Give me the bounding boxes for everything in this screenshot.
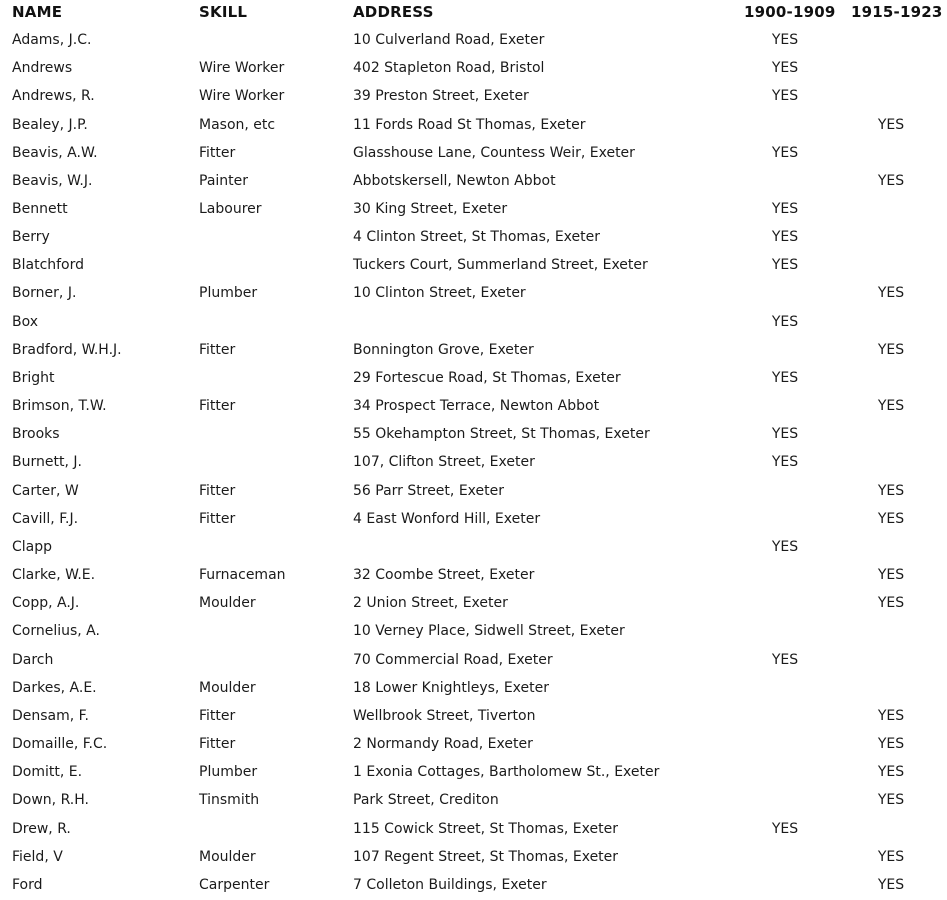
cell-period-1915-1923: YES — [877, 707, 905, 724]
table-row — [0, 393, 947, 421]
cell-period-1915-1923: YES — [877, 341, 905, 358]
cell-skill: Fitter — [199, 398, 236, 415]
header-skill: SKILL — [199, 3, 248, 21]
cell-period-1900-1909: YES — [771, 88, 799, 105]
cell-address: 32 Coombe Street, Exeter — [353, 567, 535, 583]
table-row — [0, 647, 947, 675]
cell-name: Adams, J.C. — [12, 32, 92, 48]
cell-address: Glasshouse Lane, Countess Weir, Exeter — [353, 144, 635, 161]
cell-address: 30 King Street, Exeter — [353, 201, 508, 217]
cell-name: Bennett — [12, 201, 68, 217]
table-row — [0, 83, 947, 111]
cell-address: 39 Preston Street, Exeter — [353, 88, 529, 105]
cell-name: Clarke, W.E. — [12, 567, 96, 583]
table-row — [0, 449, 947, 477]
cell-address: 4 Clinton Street, St Thomas, Exeter — [353, 229, 601, 246]
cell-address: 2 Union Street, Exeter — [353, 595, 508, 612]
table-row — [0, 703, 947, 731]
cell-name: Darch — [12, 651, 54, 668]
header-period-1900-1909: 1900-1909 — [744, 3, 836, 21]
header-address: ADDRESS — [353, 3, 434, 21]
cell-period-1900-1909: YES — [771, 651, 799, 668]
cell-address: 107 Regent Street, St Thomas, Exeter — [353, 848, 619, 865]
cell-name: Bradford, W.H.J. — [12, 341, 122, 358]
cell-name: Box — [12, 313, 39, 330]
cell-skill: Fitter — [199, 736, 236, 752]
cell-name: Down, R.H. — [12, 792, 89, 809]
cell-skill: Moulder — [199, 595, 256, 612]
cell-name: Drew, R. — [12, 820, 71, 837]
table-row — [0, 731, 947, 759]
table-row — [0, 562, 947, 590]
cell-skill: Painter — [199, 172, 249, 189]
cell-period-1915-1923: YES — [877, 736, 905, 752]
cell-skill: Fitter — [199, 144, 236, 161]
cell-name: Ford — [12, 876, 43, 893]
cell-name: Domitt, E. — [12, 764, 83, 781]
table-row — [0, 787, 947, 815]
table-row — [0, 280, 947, 308]
table-row — [0, 816, 947, 844]
table-row — [0, 590, 947, 618]
table-row — [0, 55, 947, 83]
cell-address: 115 Cowick Street, St Thomas, Exeter — [353, 820, 618, 837]
cell-name: Andrews, R. — [12, 88, 95, 105]
table-row — [0, 365, 947, 393]
table-row — [0, 675, 947, 703]
header-name: NAME — [12, 3, 63, 21]
cell-name: Andrews — [12, 60, 73, 77]
cell-address: 34 Prospect Terrace, Newton Abbot — [353, 398, 600, 415]
cell-period-1900-1909: YES — [771, 820, 799, 837]
cell-period-1900-1909: YES — [771, 426, 799, 443]
cell-period-1900-1909: YES — [771, 454, 799, 471]
cell-name: Copp, A.J. — [12, 595, 80, 612]
table-row — [0, 309, 947, 337]
cell-skill: Plumber — [199, 285, 258, 302]
cell-skill: Fitter — [199, 707, 236, 724]
cell-period-1900-1909: YES — [771, 201, 799, 217]
cell-name: Bright — [12, 369, 55, 386]
cell-address: 56 Parr Street, Exeter — [353, 482, 504, 499]
table-row — [0, 168, 947, 196]
table-row — [0, 478, 947, 506]
cell-address: 402 Stapleton Road, Bristol — [353, 60, 545, 77]
cell-period-1915-1923: YES — [877, 792, 905, 809]
cell-skill: Tinsmith — [199, 792, 260, 809]
header-period-1915-1923: 1915-1923 — [851, 3, 943, 21]
table-row — [0, 844, 947, 872]
cell-address: 10 Culverland Road, Exeter — [353, 32, 545, 48]
cell-address: Wellbrook Street, Tiverton — [353, 707, 536, 724]
table-row — [0, 618, 947, 646]
cell-period-1900-1909: YES — [771, 369, 799, 386]
cell-period-1900-1909: YES — [771, 32, 799, 48]
cell-address: Abbotskersell, Newton Abbot — [353, 172, 556, 189]
cell-name: Cavill, F.J. — [12, 510, 79, 527]
cell-name: Burnett, J. — [12, 454, 82, 471]
cell-name: Bealey, J.P. — [12, 116, 88, 133]
cell-period-1915-1923: YES — [877, 482, 905, 499]
table-row — [0, 534, 947, 562]
table-row — [0, 224, 947, 252]
cell-address: 107, Clifton Street, Exeter — [353, 454, 535, 471]
cell-period-1915-1923: YES — [877, 116, 905, 133]
cell-name: Carter, W — [12, 482, 79, 499]
cell-name: Cornelius, A. — [12, 623, 100, 640]
cell-period-1915-1923: YES — [877, 876, 905, 893]
cell-address: 18 Lower Knightleys, Exeter — [353, 679, 549, 696]
cell-period-1900-1909: YES — [771, 257, 799, 274]
cell-period-1915-1923: YES — [877, 764, 905, 781]
cell-skill: Labourer — [199, 201, 262, 217]
cell-skill: Fitter — [199, 510, 236, 527]
cell-period-1900-1909: YES — [771, 60, 799, 77]
cell-address: Tuckers Court, Summerland Street, Exeter — [353, 257, 648, 274]
cell-address: 11 Fords Road St Thomas, Exeter — [353, 116, 586, 133]
cell-name: Field, V — [12, 848, 63, 865]
cell-name: Darkes, A.E. — [12, 679, 97, 696]
cell-address: 10 Clinton Street, Exeter — [353, 285, 526, 302]
cell-address: 55 Okehampton Street, St Thomas, Exeter — [353, 426, 650, 443]
cell-name: Brooks — [12, 426, 60, 443]
cell-skill: Fitter — [199, 341, 236, 358]
table-row — [0, 421, 947, 449]
table-row — [0, 337, 947, 365]
cell-period-1915-1923: YES — [877, 595, 905, 612]
cell-address: 4 East Wonford Hill, Exeter — [353, 510, 541, 527]
cell-name: Beavis, W.J. — [12, 172, 93, 189]
cell-address: 10 Verney Place, Sidwell Street, Exeter — [353, 623, 625, 640]
cell-name: Blatchford — [12, 257, 85, 274]
cell-skill: Fitter — [199, 482, 236, 499]
cell-skill: Moulder — [199, 679, 256, 696]
table-row — [0, 196, 947, 224]
cell-period-1915-1923: YES — [877, 510, 905, 527]
cell-period-1915-1923: YES — [877, 848, 905, 865]
cell-period-1900-1909: YES — [771, 229, 799, 246]
cell-name: Beavis, A.W. — [12, 144, 98, 161]
cell-period-1900-1909: YES — [771, 313, 799, 330]
cell-skill: Wire Worker — [199, 88, 285, 105]
table-row — [0, 506, 947, 534]
cell-address: Bonnington Grove, Exeter — [353, 341, 534, 358]
cell-name: Densam, F. — [12, 707, 89, 724]
table-row — [0, 872, 947, 900]
cell-address: 1 Exonia Cottages, Bartholomew St., Exeter — [353, 764, 660, 781]
cell-address: 2 Normandy Road, Exeter — [353, 736, 533, 752]
table-header — [0, 0, 947, 26]
cell-address: 29 Fortescue Road, St Thomas, Exeter — [353, 369, 621, 386]
cell-period-1915-1923: YES — [877, 398, 905, 415]
cell-name: Brimson, T.W. — [12, 398, 107, 415]
table-row — [0, 27, 947, 55]
table-row — [0, 252, 947, 280]
cell-period-1915-1923: YES — [877, 567, 905, 583]
table-row — [0, 112, 947, 140]
table-row — [0, 759, 947, 787]
cell-period-1915-1923: YES — [877, 172, 905, 189]
table-row — [0, 140, 947, 168]
cell-address: 7 Colleton Buildings, Exeter — [353, 876, 547, 893]
cell-period-1900-1909: YES — [771, 538, 799, 555]
cell-period-1900-1909: YES — [771, 144, 799, 161]
cell-skill: Furnaceman — [199, 567, 286, 583]
cell-skill: Mason, etc — [199, 116, 276, 133]
cell-period-1915-1923: YES — [877, 285, 905, 302]
cell-skill: Wire Worker — [199, 60, 285, 77]
cell-name: Domaille, F.C. — [12, 736, 108, 752]
cell-name: Clapp — [12, 538, 53, 555]
cell-skill: Carpenter — [199, 876, 270, 893]
cell-address: Park Street, Crediton — [353, 792, 499, 809]
cell-skill: Moulder — [199, 848, 256, 865]
cell-name: Berry — [12, 229, 50, 246]
cell-address: 70 Commercial Road, Exeter — [353, 651, 553, 668]
cell-name: Borner, J. — [12, 285, 77, 302]
cell-skill: Plumber — [199, 764, 258, 781]
